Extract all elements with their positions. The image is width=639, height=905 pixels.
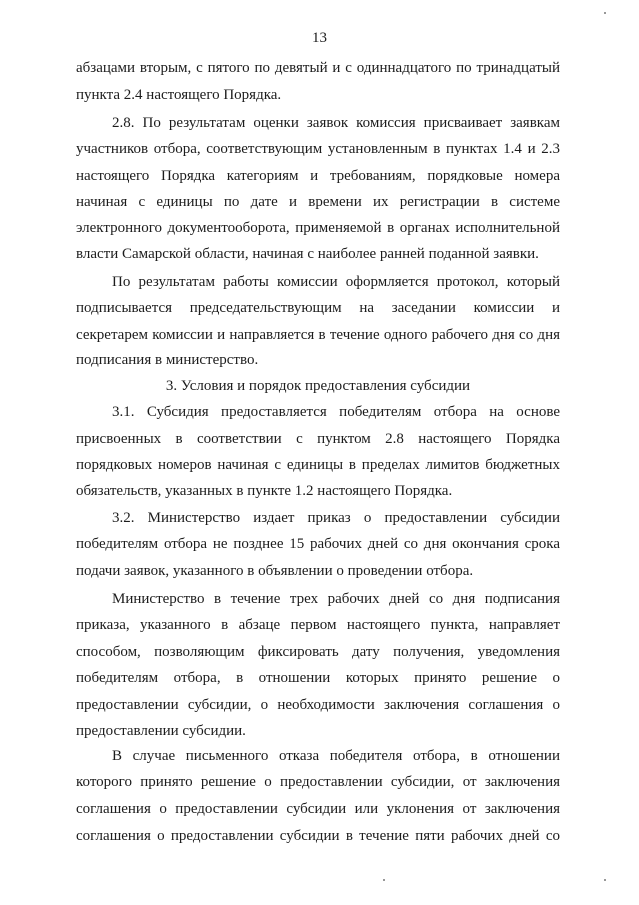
text-line: электронного документооборота, применяемой в органах исполнительной [76,220,560,236]
text-line: настоящего Порядка категориям и требованиям, порядковые номера [76,168,560,184]
text-line: порядковых номеров начиная с единицы в пределах лимитов бюджетных [76,457,560,473]
text-line: 3.2. Министерство издает приказ о предоставлении субсидии [112,510,560,526]
section-heading: 3. Условия и порядок предоставления субсидии [165,378,471,394]
text-line: 3.1. Субсидия предоставляется победителям отбора на основе [112,404,560,420]
text-line: победителям отбора, в отношении которых принято решение о [76,670,560,686]
text-line: начиная с единицы по дате и времени их регистрации в системе [76,194,560,210]
text-line: соглашения о предоставлении субсидии или уклонения от заключения [76,801,560,817]
text-line: пункта 2.4 настоящего Порядка. [76,87,282,103]
scan-speck [383,879,385,881]
scan-speck [604,12,606,14]
text-line: подачи заявок, указанного в объявлении о проведении отбора. [76,563,474,579]
text-line: подписания в министерство. [76,352,259,368]
text-line: обязательств, указанных в пункте 1.2 настоящего Порядка. [76,483,453,499]
text-line: которого принято решение о предоставлении субсидии, от заключения [76,774,560,790]
text-line: В случае письменного отказа победителя отбора, в отношении [112,748,560,764]
text-line: По результатам работы комиссии оформляется протокол, который [112,274,560,290]
text-line: участников отбора, соответствующим установленным в пунктах 1.4 и 2.3 [76,141,560,157]
text-line: присвоенных в соответствии с пунктом 2.8 настоящего Порядка [76,431,560,447]
text-line: приказа, указанного в абзаце первом настоящего пункта, направляет [76,617,560,633]
text-line: секретарем комиссии и направляется в течение одного рабочего дня со дня [76,327,560,343]
text-line: предоставлении субсидии, о необходимости заключения соглашения о [76,697,560,713]
scan-speck [604,879,606,881]
text-line: соглашения о предоставлении субсидии в течение пяти рабочих дней со [76,828,560,844]
text-line: предоставлении субсидии. [76,723,246,739]
text-line: 2.8. По результатам оценки заявок комиссия присваивает заявкам [112,115,560,131]
text-line: способом, позволяющим фиксировать дату получения, уведомления [76,644,560,660]
text-line: власти Самарской области, начиная с наиболее ранней поданной заявки. [76,246,539,262]
text-line: Министерство в течение трех рабочих дней со дня подписания [112,591,560,607]
text-line: победителям отбора не позднее 15 рабочих дней со дня окончания срока [76,536,560,552]
text-line: абзацами вторым, с пятого по девятый и с одиннадцатого по тринадцатый [76,60,560,76]
page-number: 13 [312,30,327,46]
text-line: подписывается председательствующим на заседании комиссии и [76,300,560,316]
